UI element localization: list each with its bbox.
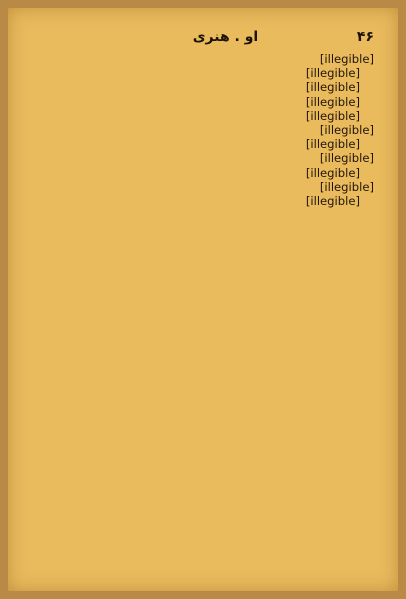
paragraph-2: [illegible]	[305, 66, 360, 81]
running-title: او . هنری	[192, 29, 259, 45]
page-header	[38, 26, 374, 48]
paragraph-6: [illegible]	[319, 123, 374, 138]
paragraph-3: [illegible]	[305, 80, 360, 95]
paragraph-9: [illegible]	[305, 165, 360, 180]
page-sheet	[8, 8, 398, 591]
paragraph-11: [illegible]	[305, 194, 360, 209]
paragraph-10: [illegible]	[319, 179, 374, 194]
paragraph-8: [illegible]	[319, 151, 374, 166]
paragraph-1: [illegible]	[319, 52, 374, 66]
paragraph-4: [illegible]	[305, 94, 360, 109]
body-text	[36, 52, 374, 577]
page-number: ۴۶	[356, 29, 374, 45]
paragraph-5: [illegible]	[305, 108, 360, 123]
paragraph-7: [illegible]	[305, 137, 360, 152]
